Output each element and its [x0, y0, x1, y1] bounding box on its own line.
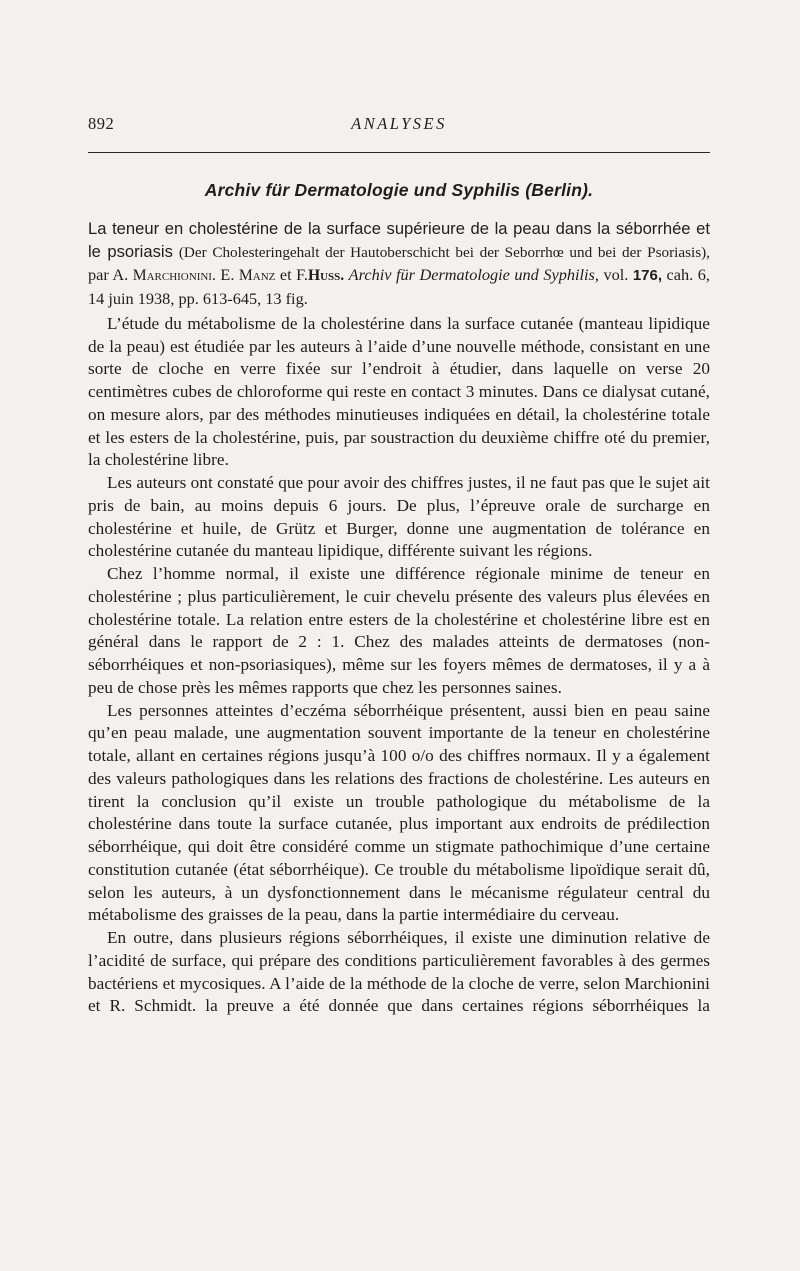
and-label: et: [279, 265, 292, 285]
paragraph: Les auteurs ont constaté que pour avoir des chiffres justes, il ne faut pas que le sujet ait pris de bain, au moins depuis 6 jours. De plus, l’épreuve orale de surcharge en cholestérine et huile, de Grütz et Burger, donne une augmentation de tolérance en cholestérine cutanée du manteau lipidique, différente suivant les régions.: [88, 473, 710, 561]
issue-details: cah. 6, 14 juin 1938, pp. 613-645, 13 fig.: [88, 265, 710, 309]
journal-reference: Archiv für Dermatologie und Syphilis,: [348, 265, 599, 285]
page-number: 892: [88, 114, 115, 133]
article-body: [88, 218, 710, 1018]
running-head: [88, 114, 710, 136]
reference-entry: [88, 218, 710, 311]
journal-title: Archiv für Dermatologie und Syphilis (Berlin).: [204, 180, 594, 200]
paragraph: L’étude du métabolisme de la cholestérine dans la surface cutanée (manteau lipidique de la peau) est étudiée par les auteurs à l’aide d’une nouvelle méthode, consistant en une sorte de cloche en verre fixée sur l’endroit à étudier, dans laquelle on verse 20 centimètres cubes de chloroforme qui reste en contact 3 minutes. Dans ce dialysat cutané, on mesure alors, par des méthodes minutieuses indiquées en détail, la cholestérine totale et les esters de la cholestérine, puis, par soustraction du deuxième chiffre oté du premier, la cholestérine libre.: [88, 313, 710, 470]
author-manz: Manz: [238, 267, 276, 285]
author-manz-initial: E.: [220, 265, 235, 285]
original-title: (Der Cholesteringehalt der Hautoberschicht bei der Seborrhœ und bei der Psoriasis),: [178, 243, 710, 261]
volume-number: 176,: [632, 267, 663, 285]
author-huss: Huss.: [307, 267, 345, 285]
article-title: La teneur en cholestérine de la surface supérieure de la peau dans la séborrhée et le psoriasis: [88, 219, 710, 261]
author-huss-initial: F.: [296, 265, 308, 285]
section-label: ANALYSES: [351, 114, 447, 133]
paragraph: Les personnes atteintes d’eczéma séborrhéique présentent, aussi bien en peau saine qu’en peau malade, une augmentation souvent importante de la teneur en cholestérine totale, allant en certaines régions jusqu’à 100 o/o des chiffres normaux. Il y a également des valeurs pathologiques dans les relations des fractions de cholestérine. Les auteurs en tirent la conclusion qu’il existe un trouble pathologique du métabolisme de la cholestérine dans toute la surface cutanée, plus important aux endroits de prédilection séborrhéique, qui doit être considéré comme un stigmate pathochimique d’une certaine constitution cutanée (état séborrhéique). Ce trouble du métabolisme lipoïdique serait dû, selon les auteurs, à un dysfonctionnement dans le mécanisme régulateur central du métabolisme des graisses de la peau, dans la partie intermédiaire du cerveau.: [88, 700, 710, 925]
author-marchionini: Marchionini.: [132, 267, 216, 285]
paragraph: En outre, dans plusieurs régions séborrhéiques, il existe une diminution relative de l’acidité de surface, qui prépare des conditions particulièrement favorables à des germes bactériens et mycosiques. A l’aide de la méthode de la cloche de verre, selon Marchionini et R. Schmidt. la preuve a été donnée que dans certaines régions séborrhéiques la: [88, 928, 710, 1016]
paragraph: Chez l’homme normal, il existe une différence régionale minime de teneur en cholestérine ; plus particulièrement, le cuir chevelu présente des valeurs plus élevées en cholestérine totale. La relation entre esters de la cholestérine et cholestérine libre est en général dans le rapport de 2 : 1. Chez des malades atteints de dermatoses (non-séborrhéiques et non-psoriasiques), même sur les foyers mêmes de dermatoses, il y a à peu de chose près les mêmes rapports que chez les personnes saines.: [88, 564, 710, 697]
header-rule: [88, 152, 710, 153]
volume-label: vol.: [603, 265, 629, 285]
by-label: par A.: [88, 265, 129, 285]
